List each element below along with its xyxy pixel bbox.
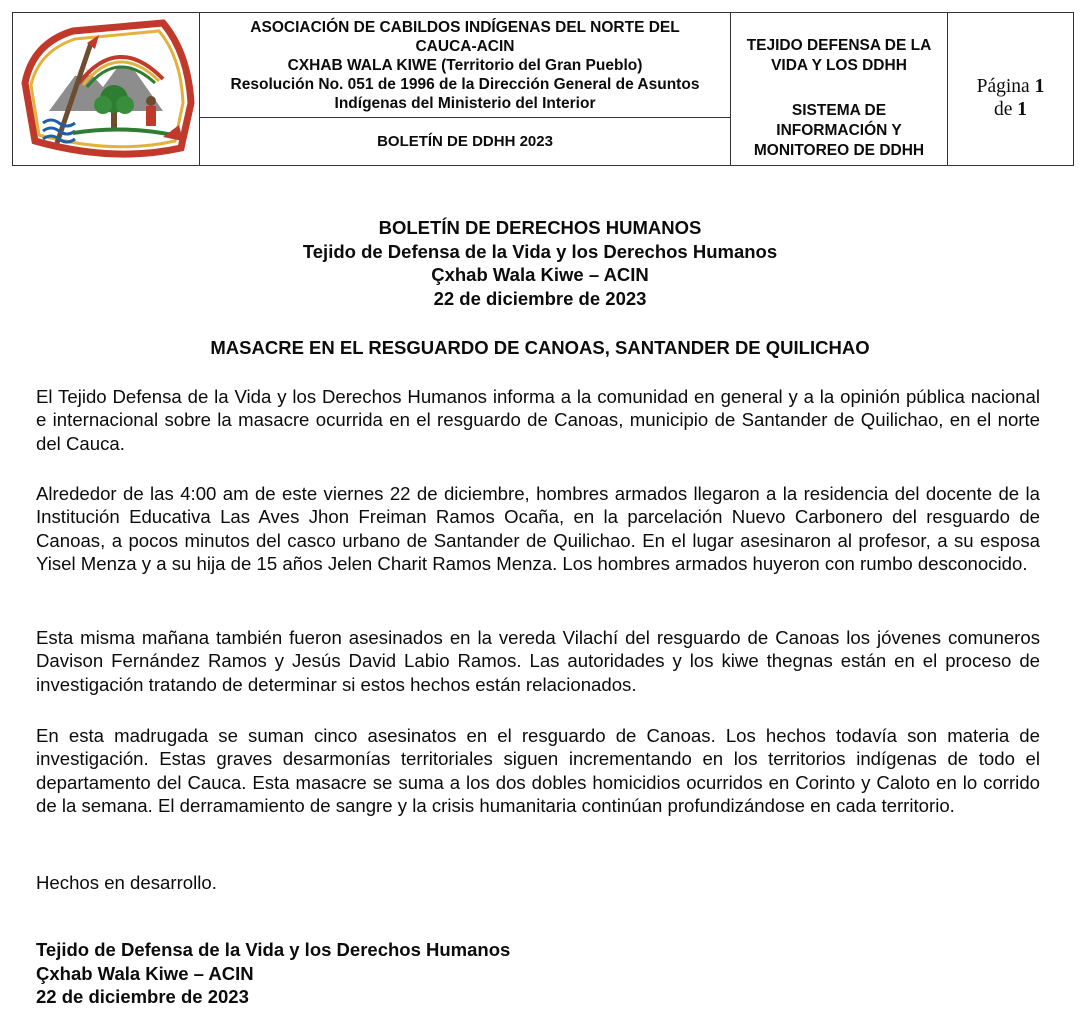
organization-info — [200, 13, 730, 117]
org-line: ASOCIACIÓN DE CABILDOS INDÍGENAS DEL NORTE DEL — [250, 18, 680, 36]
body-paragraph: El Tejido Defensa de la Vida y los Derechos Humanos informa a la comunidad en general y a la opinión pública nacional e internacional sobre la masacre ocurrida en el resguardo de Canoas, municipio de Santander de Quilichao, en el norte del Cauca. — [36, 386, 1040, 454]
body-paragraph: En esta madrugada se suman cinco asesinatos en el resguardo de Canoas. Los hechos todavía son materia de investigación. Estas graves desarmonías territoriales siguen incrementando en los territorios indígenas de todo el departamento del Cauca. Esta masacre se suma a los dos dobles homicidios ocurridos en Corinto y Caloto en lo corrido de la semana. El derramamiento de sangre y la crisis humanitaria continúan profundizándose en cada territorio. — [36, 725, 1040, 817]
sistema-line: SISTEMA DE — [791, 102, 887, 119]
signature-line: Tejido de Defensa de la Vida y los Derechos Humanos — [36, 939, 511, 960]
sistema-line: MONITOREO DE DDHH — [753, 142, 925, 159]
bulletin-title — [0, 216, 1080, 310]
page-number — [948, 13, 1073, 164]
signature-block — [36, 938, 736, 1009]
org-line: CAUCA-ACIN — [415, 37, 515, 55]
department-info — [731, 13, 947, 164]
sistema-line: INFORMACIÓN Y — [776, 122, 902, 139]
acin-logo — [13, 13, 199, 164]
tejido-line: VIDA Y LOS DDHH — [771, 57, 907, 74]
body-paragraph: Esta misma mañana también fueron asesinados en la vereda Vilachí del resguardo de Canoas los jóvenes comuneros Davison Fernández Ramos y Jesús David Labio Ramos. Las autoridades y los kiwe thegnas están en el proceso de investigación tratando de determinar si estos hechos están relacionados. — [36, 627, 1040, 695]
headline: MASACRE EN EL RESGUARDO DE CANOAS, SANTANDER DE QUILICHAO — [210, 337, 870, 358]
title-line: Çxhab Wala Kiwe – ACIN — [431, 264, 649, 285]
org-line: CXHAB WALA KIWE (Territorio del Gran Pueblo) — [287, 56, 643, 74]
title-line: 22 de diciembre de 2023 — [433, 287, 647, 309]
org-line: Resolución No. 051 de 1996 de la Dirección General de Asuntos — [230, 75, 700, 93]
org-line: Indígenas del Ministerio del Interior — [334, 94, 596, 112]
body-paragraph: Hechos en desarrollo. — [36, 872, 217, 893]
tejido-line: TEJIDO DEFENSA DE LA — [746, 37, 932, 54]
signature-line: Çxhab Wala Kiwe – ACIN — [36, 962, 254, 984]
title-line: BOLETÍN DE DERECHOS HUMANOS — [378, 217, 702, 238]
tejido-title — [731, 36, 947, 76]
body-paragraph: Alrededor de las 4:00 am de este viernes 22 de diciembre, hombres armados llegaron a la residencia del docente de la Institución Educativa Las Aves Jhon Freiman Ramos Ocaña, en la parcelación Nuevo Carbonero del resguardo de Canoas, a pocos minutos del casco urbano de Santander de Quilichao. En el lugar asesinaron al profesor, a su esposa Yisel Menza y a su hija de 15 años Jelen Charit Ramos Menza. Los hombres armados huyeron con rumbo desconocido. — [36, 483, 1040, 575]
title-line: Tejido de Defensa de la Vida y los Derechos Humanos — [302, 240, 778, 262]
page-total: 1 — [1017, 99, 1028, 120]
page-of: de — [993, 99, 1013, 120]
document-header — [12, 12, 1074, 166]
page-word: Página — [976, 76, 1030, 97]
acin-logo-icon — [13, 13, 199, 164]
boletin-label: BOLETÍN DE DDHH 2023 — [377, 132, 553, 150]
signature-line: 22 de diciembre de 2023 — [36, 986, 249, 1008]
page-current: 1 — [1034, 76, 1045, 97]
sistema-title — [731, 101, 947, 161]
